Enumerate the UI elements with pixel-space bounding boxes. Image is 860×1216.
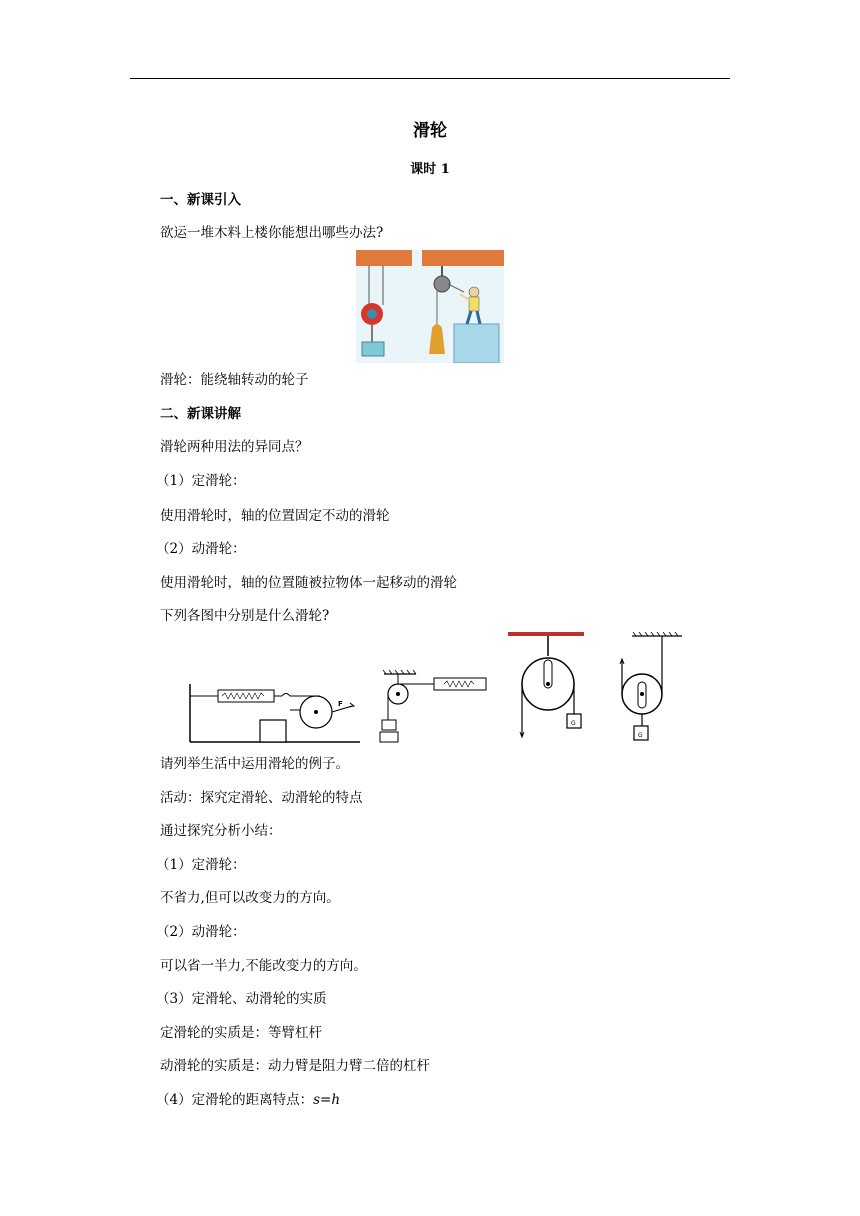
figure-2-fixed-pulley-scale [374, 668, 494, 748]
page-title: 滑轮 [413, 121, 447, 141]
fixed-pulley-definition: 使用滑轮时，轴的位置固定不动的滑轮 [160, 508, 390, 524]
block-load [260, 720, 286, 742]
distance-formula: s=h [313, 1092, 341, 1108]
spring-scale-2 [434, 678, 486, 690]
summary-fixed-heading: （1）定滑轮： [156, 857, 246, 873]
movable-pulley-definition: 使用滑轮时，轴的位置随被拉物体一起移动的滑轮 [160, 575, 457, 591]
weight-label-fig3: G [571, 720, 576, 727]
question-difference: 滑轮两种用法的异同点？ [160, 439, 309, 455]
question-which-pulley: 下列各图中分别是什么滑轮? [160, 608, 330, 624]
section-heading-lecture: 二、新课讲解 [160, 406, 241, 422]
essence-movable: 动滑轮的实质是：动力臂是阻力臂二倍的杠杆 [160, 1058, 430, 1074]
section-heading-intro: 一、新课引入 [160, 192, 241, 208]
page-subtitle: 课时 1 [410, 162, 450, 177]
header-rule [130, 78, 730, 79]
movable-pulley-heading: （2）动滑轮： [156, 541, 246, 557]
intro-illustration [356, 250, 504, 363]
summary-intro: 通过探究分析小结： [160, 823, 282, 839]
essence-fixed: 定滑轮的实质是：等臂杠杆 [160, 1025, 322, 1041]
right-beam [422, 250, 504, 266]
activity-text: 活动：探究定滑轮、动滑轮的特点 [160, 790, 363, 806]
weight-label-fig4: G [638, 732, 643, 739]
summary-movable-text: 可以省一半力,不能改变力的方向。 [160, 958, 367, 974]
summary-movable-heading: （2）动滑轮： [156, 924, 246, 940]
distance-property [156, 1091, 340, 1109]
question-intro: 欲运一堆木料上楼你能想出哪些办法? [160, 225, 384, 241]
force-label-F: F [338, 700, 343, 708]
figure-4-movable-pulley [612, 632, 688, 747]
summary-fixed-text: 不省力,但可以改变力的方向。 [160, 890, 340, 906]
essence-heading: （3）定滑轮、动滑轮的实质 [156, 991, 327, 1007]
fixed-pulley-illustration [434, 276, 450, 292]
distance-heading: （4）定滑轮的距离特点： [156, 1092, 314, 1108]
figure-1-horizontal-pulley [184, 670, 364, 744]
definition-pulley: 滑轮：能绕轴转动的轮子 [160, 372, 309, 388]
examples-prompt: 请列举生活中运用滑轮的例子。 [160, 756, 349, 772]
figure-3-fixed-pulley [506, 632, 586, 747]
fixed-pulley-heading: （1）定滑轮： [156, 473, 246, 489]
left-beam [356, 250, 412, 266]
